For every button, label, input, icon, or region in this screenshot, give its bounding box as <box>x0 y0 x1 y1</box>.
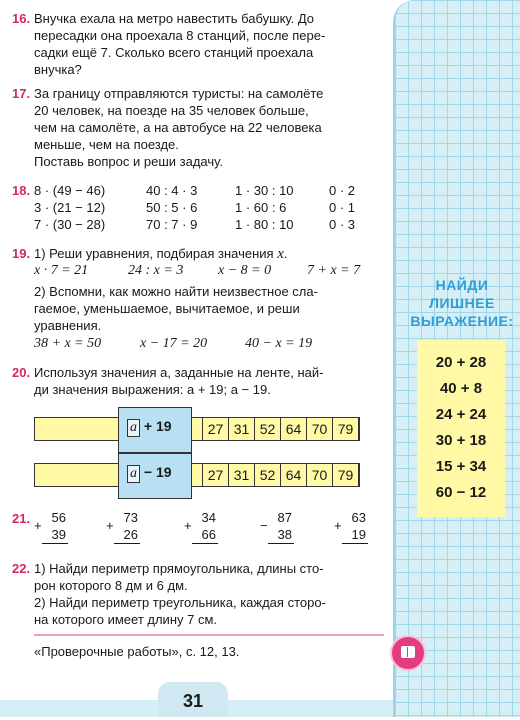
expression-box-minus <box>118 453 192 499</box>
tape-1-value: 70 <box>306 418 332 440</box>
task-18-r2c3: 1 · 60 : 6 <box>235 200 287 215</box>
tape-2-value: 70 <box>306 464 332 486</box>
task-19-eq2-c: 40 − x = 19 <box>245 336 313 351</box>
task-18-r2c1: 3 · (21 − 12) <box>34 200 106 215</box>
expression-item: 30 + 18 <box>435 432 487 449</box>
tape-2-value: 64 <box>280 464 306 486</box>
col-bottom: 66 <box>201 527 216 542</box>
task-22-line-2: рон которого 8 дм и 6 дм. <box>34 578 188 593</box>
tape-2-value: 52 <box>254 464 280 486</box>
tape-1-value: 64 <box>280 418 306 440</box>
col-sign: + <box>334 518 342 533</box>
expression-item: 60 − 12 <box>435 484 487 501</box>
col-top: 73 <box>123 510 138 525</box>
task-18-r1c3: 1 · 30 : 10 <box>235 183 294 198</box>
title-line: ВЫРАЖЕНИЕ: <box>410 313 514 329</box>
col-line <box>268 543 294 544</box>
tape-1-value: 52 <box>254 418 280 440</box>
task-19-eq1-d: 7 + x = 7 <box>307 263 361 278</box>
tape-1-value: 27 <box>202 418 228 440</box>
col-line <box>42 543 68 544</box>
task-18-r1c1: 8 · (49 − 46) <box>34 183 106 198</box>
col-top: 34 <box>201 510 216 525</box>
task-20-line-1: Используя значения a, заданные на ленте, най- <box>34 365 324 380</box>
task-19-line-4: уравнения. <box>34 318 102 333</box>
divider-line <box>34 634 384 636</box>
task-16-line-4: внучка? <box>34 62 82 77</box>
task-17-line-3: чем на самолёте, а на автобусе на 22 человека <box>34 120 322 135</box>
task-18-r2c2: 50 : 5 · 6 <box>146 200 198 215</box>
col-sign: − <box>260 518 268 533</box>
col-line <box>342 543 368 544</box>
task-22-line-3: 2) Найди периметр треугольника, каждая сторо- <box>34 595 326 610</box>
title-line: ЛИШНЕЕ <box>429 295 495 311</box>
task-16-line-2: пересадки она проехала 8 станций, после пере- <box>34 28 326 43</box>
book-icon <box>390 635 426 671</box>
task-19-eq1-b: 24 : x = 3 <box>128 263 184 278</box>
col-bottom: 38 <box>277 527 292 542</box>
expression-minus: a − 19 <box>127 464 172 483</box>
col-sign: + <box>106 518 114 533</box>
number-tape-2 <box>34 463 360 487</box>
col-bottom: 39 <box>51 527 66 542</box>
task-17-line-4: меньше, чем на поезде. <box>34 137 179 152</box>
task-22-number: 22. <box>12 561 31 576</box>
tape-1-value: 31 <box>228 418 254 440</box>
task-18-r1c2: 40 : 4 · 3 <box>146 183 198 198</box>
task-19-number: 19. <box>12 246 31 261</box>
expression-box-plus <box>118 407 192 453</box>
col-sign: + <box>184 518 192 533</box>
expression-item: 24 + 24 <box>435 406 487 423</box>
col-top: 63 <box>351 510 366 525</box>
col-line <box>192 543 218 544</box>
task-17-line-5: Поставь вопрос и реши задачу. <box>34 154 223 169</box>
expression-item: 40 + 8 <box>439 380 483 397</box>
find-extra-title <box>408 276 516 330</box>
task-18-r3c4: 0 · 3 <box>329 217 356 232</box>
task-22-line-1: 1) Найди периметр прямоугольника, длины сто- <box>34 561 324 576</box>
task-17-line-1: За границу отправляются туристы: на самолёте <box>34 86 324 101</box>
tape-1-value: 79 <box>332 418 359 440</box>
task-18-number: 18. <box>12 183 31 198</box>
page-number: 31 <box>158 682 228 717</box>
col-line <box>114 543 140 544</box>
expressions-box <box>417 340 505 517</box>
col-bottom: 26 <box>123 527 138 542</box>
title-line: НАЙДИ <box>435 277 489 293</box>
col-top: 56 <box>51 510 66 525</box>
col-bottom: 19 <box>351 527 366 542</box>
task-18-r1c4: 0 · 2 <box>329 183 356 198</box>
task-20-line-2: ди значения выражения: a + 19; a − 19. <box>34 382 271 397</box>
task-21-number: 21. <box>12 511 31 526</box>
task-19-eq2-a: 38 + x = 50 <box>34 336 102 351</box>
task-22-line-4: на которого имеет длину 7 см. <box>34 612 218 627</box>
task-18-r3c3: 1 · 80 : 10 <box>235 217 294 232</box>
task-17-number: 17. <box>12 86 31 101</box>
tape-2-value: 79 <box>332 464 359 486</box>
col-top: 87 <box>277 510 292 525</box>
task-18-r3c2: 70 : 7 · 9 <box>146 217 198 232</box>
reference-note: «Проверочные работы», с. 12, 13. <box>34 644 240 659</box>
expression-plus: a + 19 <box>127 418 172 437</box>
task-20-number: 20. <box>12 365 31 380</box>
task-19-line-1: 1) Реши уравнения, подбирая значения x. <box>34 246 288 262</box>
task-18-r3c1: 7 · (30 − 28) <box>34 217 106 232</box>
expression-item: 15 + 34 <box>435 458 487 475</box>
task-19-line-2: 2) Вспомни, как можно найти неизвестное сла- <box>34 284 318 299</box>
number-tape-1 <box>34 417 360 441</box>
tape-2-value: 31 <box>228 464 254 486</box>
tape-2-value: 27 <box>202 464 228 486</box>
task-16-line-1: Внучка ехала на метро навестить бабушку. До <box>34 11 315 26</box>
task-19-eq1-c: x − 8 = 0 <box>218 263 272 278</box>
task-19-eq1-a: x · 7 = 21 <box>34 263 89 278</box>
task-17-line-2: 20 человек, на поезде на 35 человек больше, <box>34 103 309 118</box>
task-19-eq2-b: x − 17 = 20 <box>140 336 208 351</box>
task-19-line-3: гаемое, уменьшаемое, вычитаемое, и реши <box>34 301 300 316</box>
task-16-number: 16. <box>12 11 31 26</box>
task-16-line-3: садки ещё 7. Сколько всего станций проехала <box>34 45 314 60</box>
expression-item: 20 + 28 <box>435 354 487 371</box>
col-sign: + <box>34 518 42 533</box>
task-18-r2c4: 0 · 1 <box>329 200 356 215</box>
